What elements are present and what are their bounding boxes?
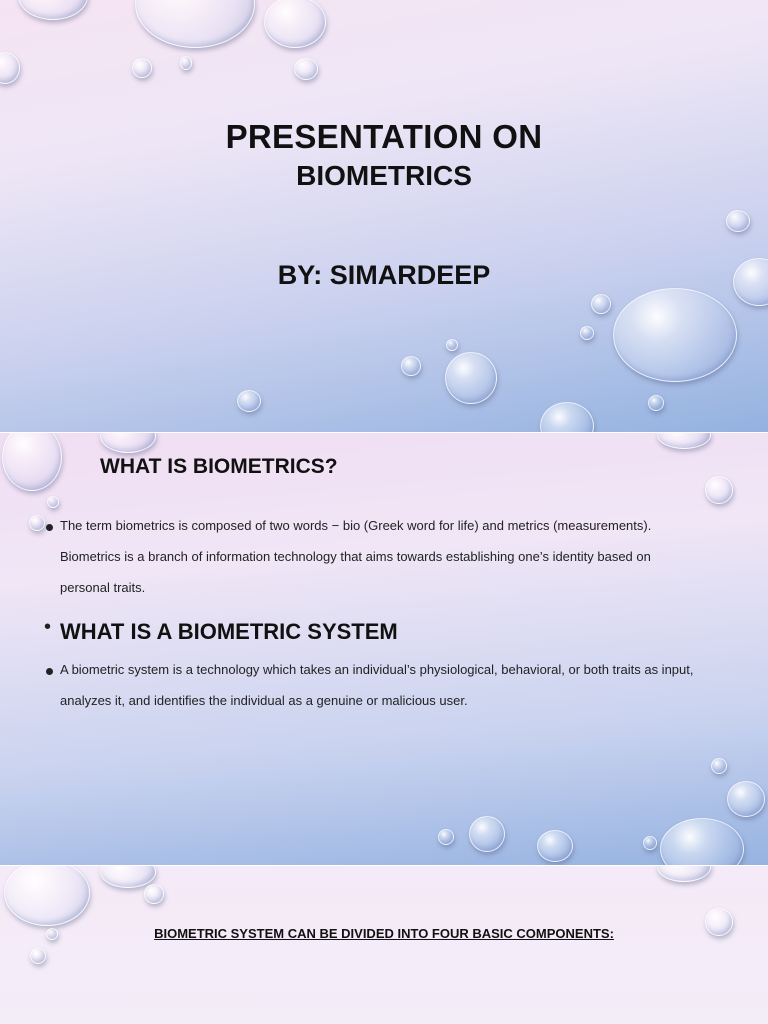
slide-title <box>0 0 768 432</box>
water-drop-decoration <box>100 433 156 453</box>
water-drop-decoration <box>135 0 255 48</box>
biometric-system-definition-text: A biometric system is a technology which takes an individual’s physiological, behavioral, or both traits as input, analyzes it, and identifies the individual as a genuine or malicious user. <box>60 662 694 708</box>
water-drop-decoration <box>705 476 733 504</box>
water-drop-decoration <box>4 866 90 926</box>
water-drop-decoration <box>657 866 711 882</box>
water-drop-decoration <box>660 818 744 865</box>
water-drop-decoration <box>132 58 152 78</box>
biometrics-definition-text: The term biometrics is composed of two words − bio (Greek word for life) and metrics (measurements). Biometrics is a branch of information technology that aims towards establishing one’s identity based on personal traits. <box>60 518 652 595</box>
water-drop-decoration <box>445 352 497 404</box>
water-drop-decoration <box>401 356 421 376</box>
water-drop-decoration <box>657 433 711 449</box>
water-drop-decoration <box>0 52 20 84</box>
bullet-icon: • <box>44 616 52 638</box>
water-drop-decoration <box>711 758 727 774</box>
section-heading-components: BIOMETRIC SYSTEM CAN BE DIVIDED INTO FOUR BASIC COMPONENTS: <box>154 926 614 941</box>
bullet-dot-icon <box>46 668 53 675</box>
water-drop-decoration <box>580 326 594 340</box>
water-drop-decoration <box>438 829 454 845</box>
presentation-subtitle: BIOMETRICS <box>296 160 472 191</box>
water-drop-decoration <box>726 210 750 232</box>
water-drop-decoration <box>537 830 573 862</box>
water-drop-decoration <box>18 0 88 20</box>
water-drop-decoration <box>613 288 737 382</box>
water-drop-decoration <box>2 433 62 491</box>
water-drop-decoration <box>180 56 192 70</box>
water-drop-decoration <box>30 948 46 964</box>
slide-what-is-biometrics <box>0 433 768 865</box>
water-drop-decoration <box>469 816 505 852</box>
water-drop-decoration <box>727 781 765 817</box>
water-drop-decoration <box>47 496 59 508</box>
water-drop-decoration <box>294 58 318 80</box>
bullet-dot-icon <box>46 524 53 531</box>
section-heading-what-is-biometrics: WHAT IS BIOMETRICS? <box>100 455 338 478</box>
presentation-title: PRESENTATION ON <box>225 118 543 155</box>
water-drop-decoration <box>237 390 261 412</box>
presentation-author: BY: SIMARDEEP <box>277 260 491 290</box>
section-heading-what-is-biometric-system: WHAT IS A BIOMETRIC SYSTEM <box>60 619 398 644</box>
water-drop-decoration <box>648 395 664 411</box>
water-drop-decoration <box>540 402 594 432</box>
water-drop-decoration <box>446 339 458 351</box>
water-drop-decoration <box>643 836 657 850</box>
water-drop-decoration <box>144 884 164 904</box>
water-drop-decoration <box>591 294 611 314</box>
slide-components <box>0 866 768 1024</box>
water-drop-decoration <box>29 515 45 531</box>
water-drop-decoration <box>264 0 326 48</box>
